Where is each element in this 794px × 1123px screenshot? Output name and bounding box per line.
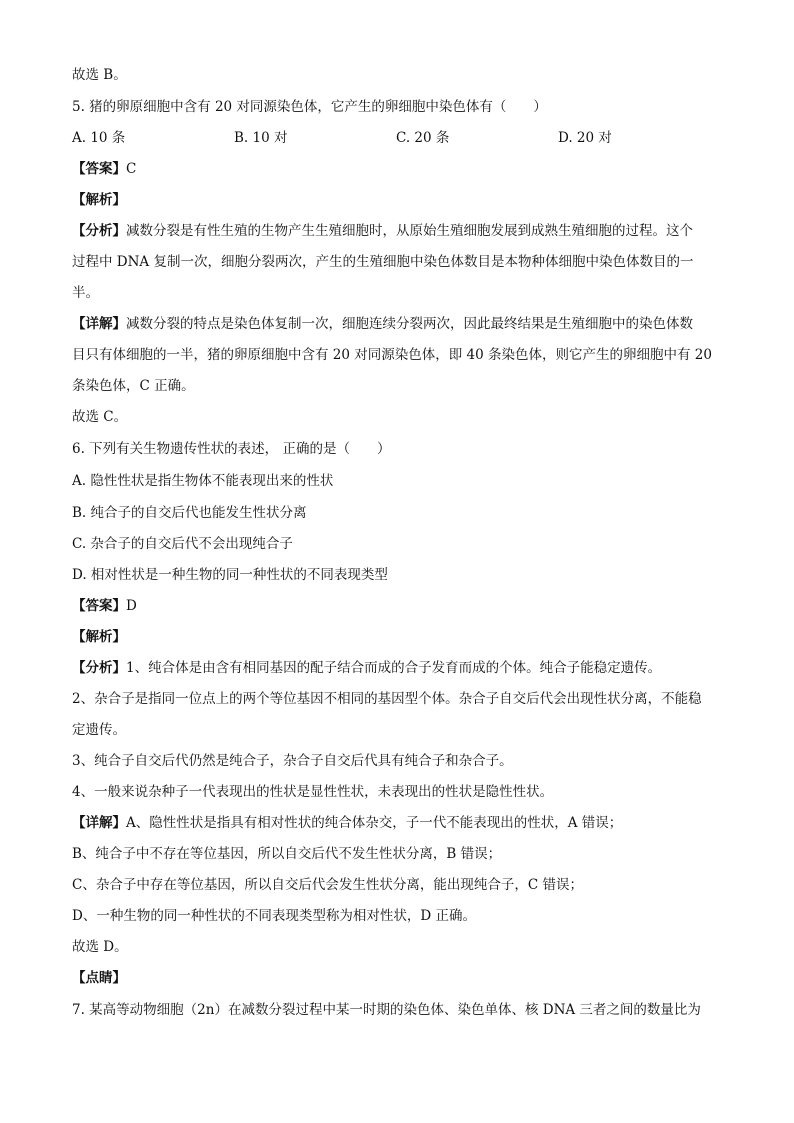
q5-analysis-tag: 【解析】 — [72, 192, 126, 208]
q6-fenxi-line-5: 4、一般来说杂种子一代表现出的性状是显性性状，未表现出的性状是隐性性状。 — [72, 784, 554, 800]
q6-xiangjie-line-1 — [72, 814, 732, 832]
q6-fenxi-line-1 — [72, 659, 732, 677]
q5-fenxi-line-1 — [72, 222, 732, 240]
q6-xiangjie-line-2: B、纯合子中不存在等位基因，所以自交后代不发生性状分离，B 错误； — [72, 846, 502, 862]
q5-fenxi-line-3: 半。 — [72, 285, 99, 301]
q6-conclusion: 故选 D。 — [72, 939, 128, 955]
q5-xiangjie-line-3: 条染色体，C 正确。 — [72, 378, 195, 394]
q6-option-b: B. 纯合子的自交后代也能发生性状分离 — [72, 505, 307, 521]
q6-option-c: C. 杂合子的自交后代不会出现纯合子 — [72, 536, 293, 552]
q5-conclusion: 故选 C。 — [72, 409, 128, 425]
q6-answer — [72, 597, 732, 615]
fenxi-tag: 【分析】 — [72, 223, 126, 239]
q6-stem: 6. 下列有关生物遗传性状的表述， 正确的是（ ） — [72, 441, 391, 457]
q5-stem: 5. 猪的卵原细胞中含有 20 对同源染色体，它产生的卵细胞中染色体有（ ） — [72, 99, 547, 115]
answer-value: D — [126, 598, 137, 614]
q5-option-d: D. 20 对 — [558, 130, 612, 146]
xiangjie-text: 减数分裂的特点是染色体复制一次，细胞连续分裂两次，因此最终结果是生殖细胞中的染色体数 — [126, 316, 693, 332]
xiangjie-tag: 【详解】 — [72, 316, 126, 332]
fenxi-text: 1、纯合体是由含有相同基因的配子结合而成的合子发育而成的个体。纯合子能稳定遗传。 — [126, 660, 662, 676]
q7-stem: 7. 某高等动物细胞（2n）在减数分裂过程中某一时期的染色体、染色单体、核 DNA 三者之间的数量比为 — [72, 1002, 701, 1018]
q6-xiangjie-line-3: C、杂合子中存在等位基因，所以自交后代会发生性状分离，能出现纯合子，C 错误； — [72, 877, 583, 893]
q5-option-a: A. 10 条 — [72, 130, 126, 146]
q6-dianjing-tag: 【点睛】 — [72, 970, 126, 986]
q6-fenxi-line-4: 3、纯合子自交后代仍然是纯合子，杂合子自交后代具有纯合子和杂合子。 — [72, 753, 513, 769]
xiangjie-text: A、隐性性状是指具有相对性状的纯合体杂交，子一代不能表现出的性状，A 错误； — [126, 815, 623, 831]
q6-fenxi-line-2: 2、杂合子是指同一位点上的两个等位基因不相同的基因型个体。杂合子自交后代会出现性状分离，不能稳 — [72, 691, 702, 707]
q5-answer — [72, 160, 732, 178]
q6-option-a: A. 隐性性状是指生物体不能表现出来的性状 — [72, 473, 334, 489]
answer-value: C — [126, 161, 137, 177]
fenxi-text: 减数分裂是有性生殖的生物产生生殖细胞时，从原始生殖细胞发展到成熟生殖细胞的过程。这个 — [126, 223, 693, 239]
answer-tag: 【答案】 — [72, 598, 126, 614]
q5-xiangjie-line-2: 目只有体细胞的一半，猪的卵原细胞中含有 20 对同源染色体，即 40 条染色体，则它产生的卵细胞中有 20 — [72, 347, 712, 363]
q6-option-d: D. 相对性状是一种生物的同一种性状的不同表现类型 — [72, 567, 388, 583]
xiangjie-tag: 【详解】 — [72, 815, 126, 831]
answer-tag: 【答案】 — [72, 161, 126, 177]
q6-analysis-tag: 【解析】 — [72, 629, 126, 645]
q5-option-b: B. 10 对 — [234, 130, 288, 146]
q6-xiangjie-line-4: D、一种生物的同一种性状的不同表现类型称为相对性状，D 正确。 — [72, 908, 476, 924]
q5-xiangjie-line-1 — [72, 315, 732, 333]
q6-fenxi-line-3: 定遗传。 — [72, 722, 126, 738]
q5-fenxi-line-2: 过程中 DNA 复制一次，细胞分裂两次，产生的生殖细胞中染色体数目是本物种体细胞中染色体数目的一 — [72, 254, 694, 270]
fenxi-tag: 【分析】 — [72, 660, 126, 676]
q4-conclusion: 故选 B。 — [72, 67, 127, 83]
q5-option-c: C. 20 条 — [396, 130, 450, 146]
